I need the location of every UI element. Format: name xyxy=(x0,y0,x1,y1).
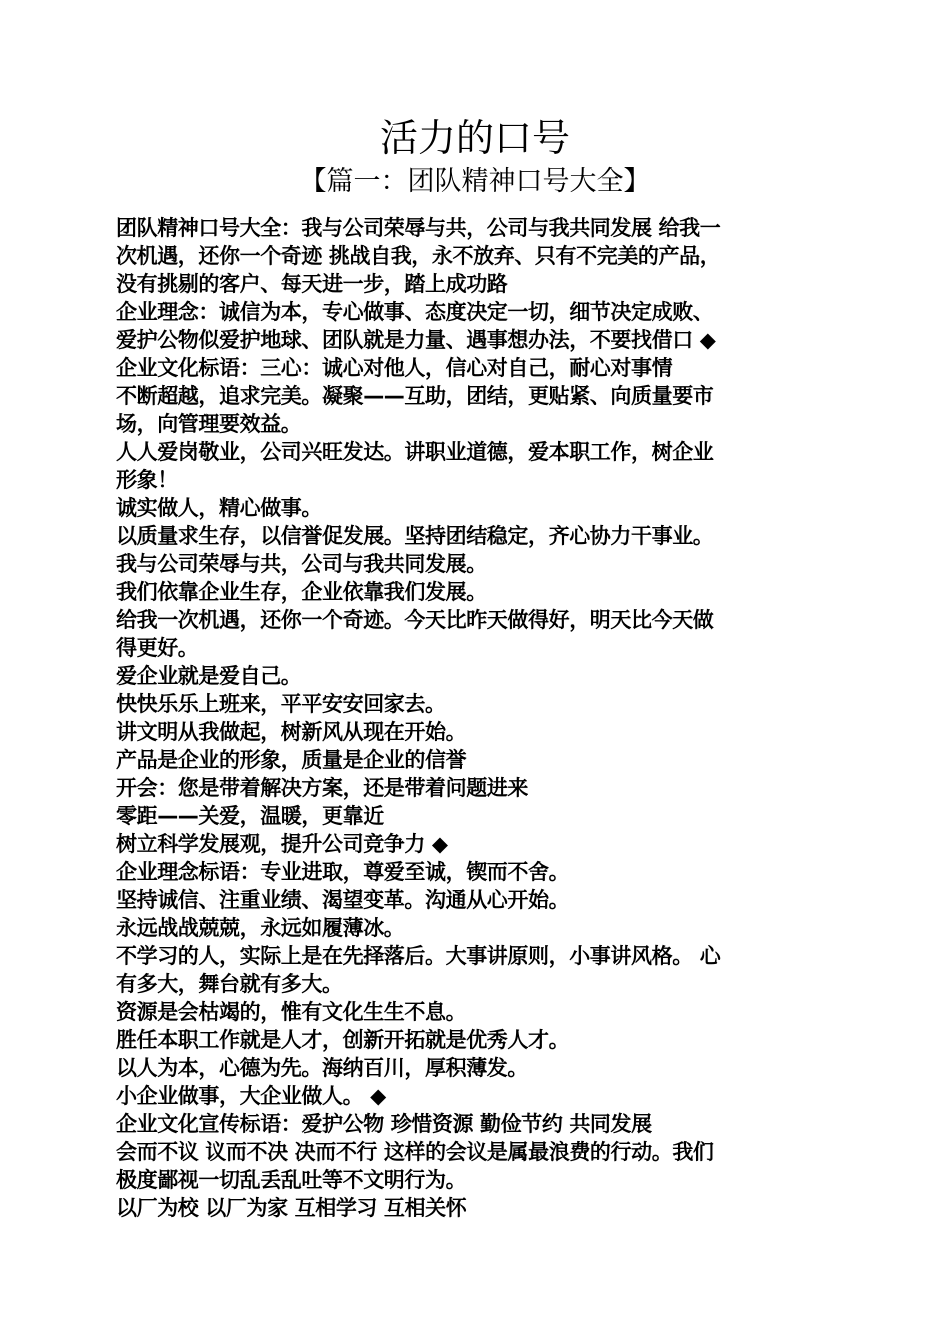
text-line: 不断超越，追求完美。凝聚——互助，团结，更贴紧、向质量要市 xyxy=(116,384,714,408)
text-line: 人人爱岗敬业，公司兴旺发达。讲职业道德，爱本职工作，树企业 xyxy=(116,440,714,464)
text-line: 胜任本职工作就是人才，创新开拓就是优秀人才。 xyxy=(116,1028,570,1052)
text-line: 坚持诚信、注重业绩、渴望变革。沟通从心开始。 xyxy=(116,888,570,912)
text-line: 企业文化标语：三心：诚心对他人，信心对自己，耐心对事情 xyxy=(116,356,673,380)
text-line: 企业理念标语：专业进取，尊爱至诚，锲而不舍。 xyxy=(116,860,570,884)
text-line: 不学习的人，实际上是在先择落后。大事讲原则，小事讲风格。 心 xyxy=(116,944,721,968)
text-line: 讲文明从我做起，树新风从现在开始。 xyxy=(116,720,467,744)
text-line: 以厂为校 以厂为家 互相学习 互相关怀 xyxy=(116,1196,467,1220)
text-line: 得更好。 xyxy=(116,636,199,660)
text-line: 极度鄙视一切乱丢乱吐等不文明行为。 xyxy=(116,1168,467,1192)
text-line: 开会：您是带着解决方案，还是带着问题进来 xyxy=(116,776,528,800)
text-line: 我们依靠企业生存，企业依靠我们发展。 xyxy=(116,580,487,604)
text-line: 形象！ xyxy=(116,468,178,492)
text-line: 会而不议 议而不决 决而不行 这样的会议是属最浪费的行动。我们 xyxy=(116,1140,714,1164)
text-line: 产品是企业的形象，质量是企业的信誉 xyxy=(116,748,467,772)
text-line: 永远战战兢兢，永远如履薄冰。 xyxy=(116,916,405,940)
text-line: 小企业做事，大企业做人。 ◆ xyxy=(116,1084,386,1108)
text-line: 场，向管理要效益。 xyxy=(116,412,302,436)
text-line: 爱护公物似爱护地球、团队就是力量、遇事想办法，不要找借口 ◆ xyxy=(116,328,716,352)
document-body xyxy=(116,214,836,1222)
text-line: 企业文化宣传标语：爱护公物 珍惜资源 勤俭节约 共同发展 xyxy=(116,1112,652,1136)
text-line: 爱企业就是爱自己。 xyxy=(116,664,302,688)
text-line: 企业理念：诚信为本，专心做事、态度决定一切，细节决定成败、 xyxy=(116,300,714,324)
text-line: 快快乐乐上班来，平平安安回家去。 xyxy=(116,692,446,716)
text-line: 没有挑剔的客户、每天进一步，踏上成功路 xyxy=(116,272,508,296)
document-subtitle: 【篇一：团队精神口号大全】 xyxy=(299,166,651,197)
document-title: 活力的口号 xyxy=(379,116,570,160)
text-line: 零距——关爱，温暖，更靠近 xyxy=(116,804,384,828)
text-line: 团队精神口号大全：我与公司荣辱与共，公司与我共同发展 给我一 xyxy=(116,216,721,240)
text-line: 次机遇，还你一个奇迹 挑战自我，永不放弃、只有不完美的产品， xyxy=(116,244,721,268)
text-line: 有多大，舞台就有多大。 xyxy=(116,972,343,996)
text-line: 诚实做人，精心做事。 xyxy=(116,496,322,520)
text-line: 以人为本，心德为先。海纳百川，厚积薄发。 xyxy=(116,1056,528,1080)
text-line: 以质量求生存，以信誉促发展。坚持团结稳定，齐心协力干事业。 xyxy=(116,524,714,548)
text-line: 资源是会枯竭的，惟有文化生生不息。 xyxy=(116,1000,467,1024)
text-line: 给我一次机遇，还你一个奇迹。今天比昨天做得好，明天比今天做 xyxy=(116,608,714,632)
text-line: 我与公司荣辱与共，公司与我共同发展。 xyxy=(116,552,487,576)
text-line: 树立科学发展观，提升公司竞争力 ◆ xyxy=(116,832,448,856)
